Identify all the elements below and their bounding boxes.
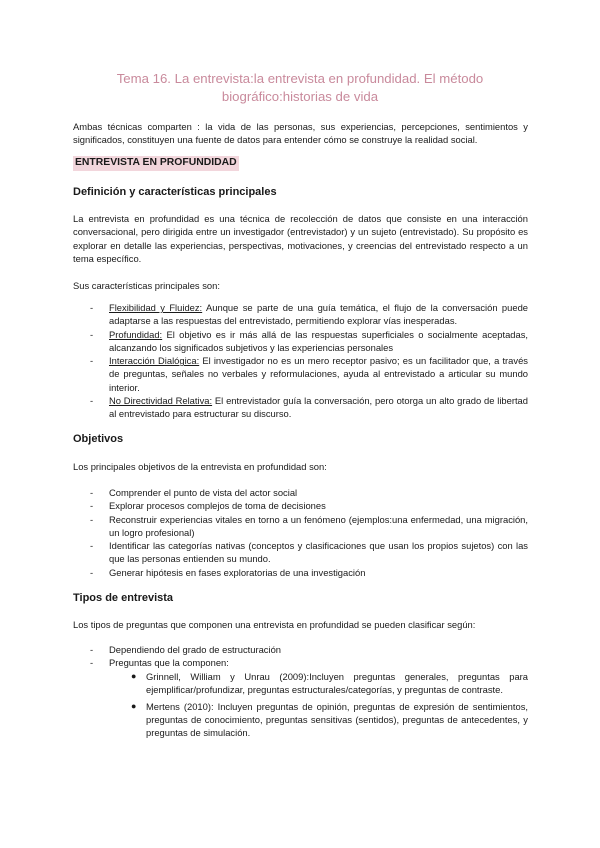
objectives-intro: Los principales objetivos de la entrevista en profundidad son:: [73, 461, 327, 472]
characteristics-intro: Sus características principales son:: [73, 280, 220, 291]
characteristics-list: [73, 301, 528, 421]
types-heading: Tipos de entrevista: [73, 592, 174, 604]
list-item-text: El investigador no es un mero receptor pasivo; es un facilitador que, a través de preguntas, señales no verbales y reformulaciones, ayuda al entrevistado a articular su mundo interior.: [109, 355, 528, 393]
list-item-term: No Directividad Relativa:: [109, 395, 213, 407]
list-item: - Identificar las categorías nativas (conceptos y clasificaciones que usan los propios sujetos) con las que las personas entienden su mundo.: [90, 540, 528, 565]
list-item: - Flexibilidad y Fluidez: Aunque se parte de una guía temática, el flujo de la conversación puede adaptarse a las respuestas del entrevistado, permitiendo explorar vías inesperadas.: [90, 302, 528, 327]
list-item-text: El entrevistador guía la conversación, pero otorga un alto grado de libertad al entrevistado para estructurar su discurso.: [109, 395, 528, 420]
list-item-text: Explorar procesos complejos de toma de decisiones: [109, 500, 326, 512]
bullet-icon: ●: [131, 671, 137, 681]
list-item-text: El objetivo es ir más allá de las respuestas superficiales o socialmente aceptadas, alcanzando los significados subjetivos y las experiencias personales: [109, 328, 528, 353]
list-item: - Explorar procesos complejos de toma de decisiones: [90, 500, 326, 512]
definition-paragraph: La entrevista en profundidad es una técnica de recolección de datos que consiste en una interacción conversacional, pero dirigida entre un investigador (entrevistador) y un sujeto (entrevistado). Su propósito es explorar en detalle las experiencias, perspectivas, motivaciones, y creencias del entrevistado respecto a un tema específico.: [73, 213, 528, 264]
types-sublist: [128, 670, 528, 739]
list-item-text: Grinnell, William y Unrau (2009):Incluyen preguntas generales, preguntas para ejemplificar/profundizar, preguntas estructurales/categorías, y preguntas de contraste.: [146, 671, 528, 696]
list-item: [128, 670, 528, 697]
list-item: - Interacción Dialógica: El investigador no es un mero receptor pasivo; es un facilitador que, a través de preguntas, señales no verbales y reformulaciones, ayuda al entrevistado a articular su mundo interior.: [90, 355, 528, 393]
list-item-text: Generar hipótesis en fases exploratorias de una investigación: [109, 566, 366, 578]
list-item: - Reconstruir experiencias vitales en torno a un fenómeno (ejemplos:una enfermedad, una migración, un logro profesional): [90, 513, 528, 538]
list-item: - Dependiendo del grado de estructuración: [90, 644, 281, 655]
objectives-list: [73, 486, 528, 579]
list-item: - Profundidad: El objetivo es ir más allá de las respuestas superficiales o socialmente aceptadas, alcanzando los significados subjetivos y las experiencias personales: [90, 328, 528, 353]
types-list: [73, 643, 528, 670]
types-intro: Los tipos de preguntas que componen una entrevista en profundidad se pueden clasificar según:: [73, 619, 476, 630]
list-item-text: Comprender el punto de vista del actor social: [109, 487, 298, 498]
list-item-text: Preguntas que la componen:: [109, 657, 229, 669]
list-item-text: Identificar las categorías nativas (conceptos y clasificaciones que usan los propios sujetos) con las que las personas entienden su mundo.: [109, 540, 528, 565]
bullet-icon: ●: [131, 700, 137, 711]
intro-paragraph: Ambas técnicas comparten : la vida de las personas, sus experiencias, percepciones, sentimientos y significados, constituyen una fuente de datos para entender cómo se construye la realidad social.: [73, 121, 528, 146]
list-item: - No Directividad Relativa: El entrevistador guía la conversación, pero otorga un alto grado de libertad al entrevistado para estructurar su discurso.: [90, 395, 528, 420]
list-item-term: Interacción Dialógica:: [109, 355, 200, 367]
list-item-term: Flexibilidad y Fluidez:: [109, 302, 203, 313]
list-item-text: Aunque se parte de una guía temática, el flujo de la conversación puede adaptarse a las respuestas del entrevistado, permitiendo explorar vías inesperadas.: [109, 302, 528, 327]
section-heading: ENTREVISTA EN PROFUNDIDAD: [73, 156, 239, 171]
list-item: [128, 700, 528, 740]
list-item: - Comprender el punto de vista del actor social: [90, 487, 298, 498]
list-item: - Preguntas que la componen:: [90, 657, 229, 669]
definition-heading: Definición y características principales: [73, 186, 277, 198]
list-item: - Generar hipótesis en fases exploratorias de una investigación: [90, 566, 366, 578]
list-item-text: Dependiendo del grado de estructuración: [109, 644, 281, 655]
objectives-heading: Objetivos: [73, 433, 124, 445]
list-item-text: Mertens (2010): Incluyen preguntas de opinión, preguntas de expresión de sentimientos, preguntas de conocimiento, preguntas sensitivas (sentidos), preguntas de antecedentes, y preguntas de simulación.: [146, 700, 528, 739]
list-item-term: Profundidad:: [109, 328, 163, 340]
document-title: Tema 16. La entrevista:la entrevista en profundidad. El método biográfico:historias de vida: [116, 71, 484, 104]
list-item-text: Reconstruir experiencias vitales en torno a un fenómeno (ejemplos:una enfermedad, una migración, un logro profesional): [109, 513, 528, 538]
